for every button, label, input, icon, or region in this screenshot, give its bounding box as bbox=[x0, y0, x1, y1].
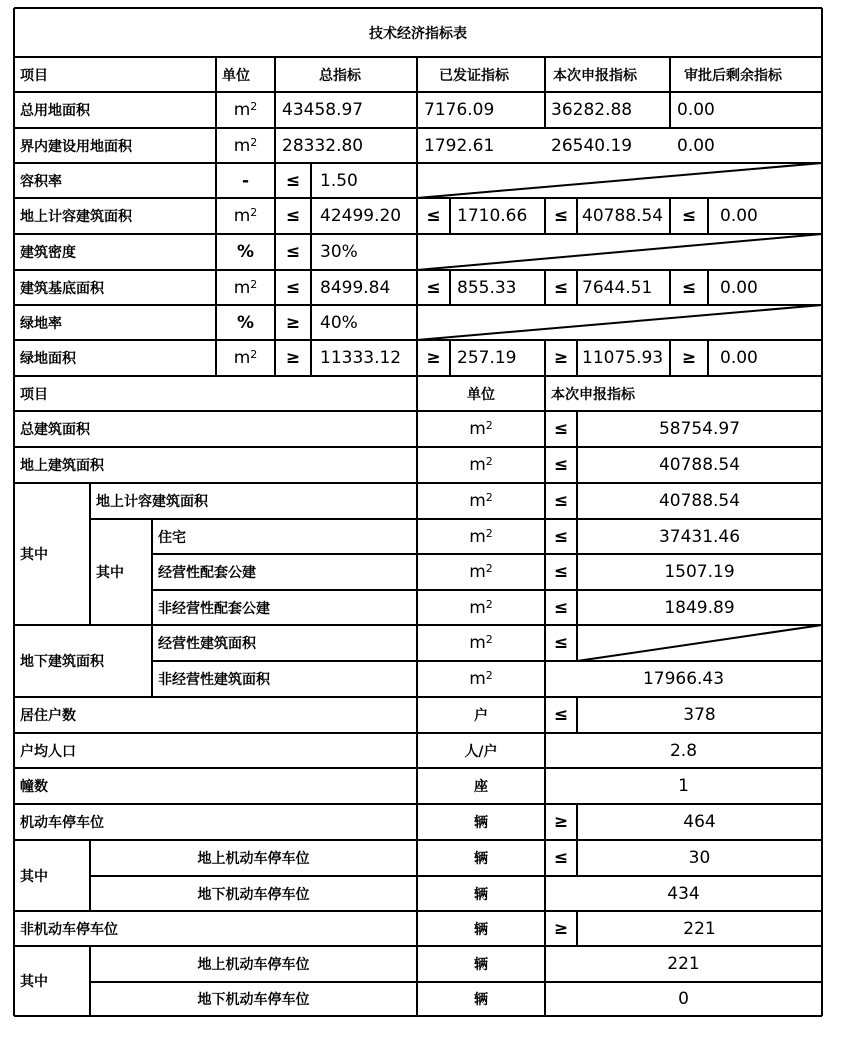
row-operator: ≤ bbox=[553, 526, 569, 547]
row-issued: 855.33 bbox=[457, 277, 517, 298]
row-total: 43458.97 bbox=[282, 100, 364, 120]
row-value: 30 bbox=[688, 848, 711, 868]
row-remain: 0.00 bbox=[720, 348, 758, 368]
row-unit: m $^2$ bbox=[469, 419, 493, 439]
header-issued: 已发证指标 bbox=[439, 67, 509, 84]
row-total: 40% bbox=[320, 312, 358, 333]
row-label: 非机动车停车位 bbox=[20, 921, 118, 938]
row-operator: ≤ bbox=[285, 242, 301, 262]
row-label: 地下机动车停车位 bbox=[197, 886, 310, 903]
row-issued: 1792.61 bbox=[424, 135, 495, 156]
row-operator: ≤ bbox=[553, 597, 569, 618]
row-total: 28332.80 bbox=[282, 135, 364, 156]
row-item: 容积率 bbox=[20, 173, 62, 190]
row-label: 住宅 bbox=[158, 529, 186, 546]
row-item: 绿地面积 bbox=[20, 351, 76, 367]
bottom-header-item: 项目 bbox=[20, 386, 48, 403]
row-total: 1.50 bbox=[320, 170, 358, 191]
row-item: 建筑基底面积 bbox=[20, 280, 104, 297]
header-total: 总指标 bbox=[319, 67, 361, 84]
row-operator: ≤ bbox=[681, 206, 697, 226]
row-operator: ≤ bbox=[426, 277, 441, 298]
row-label: 非经营性配套公建 bbox=[158, 600, 270, 617]
row-value: 40788.54 bbox=[658, 455, 741, 475]
row-total: 42499.20 bbox=[320, 206, 402, 226]
row-unit: 人/户 bbox=[464, 743, 498, 760]
row-unit: m $^2$ bbox=[469, 597, 493, 618]
group-label-qizhong: 其中 bbox=[20, 974, 48, 990]
row-operator: ≤ bbox=[553, 206, 569, 226]
row-operator: ≥ bbox=[681, 348, 697, 368]
row-label: 地上机动车停车位 bbox=[197, 851, 310, 867]
row-value: 37431.46 bbox=[658, 526, 741, 547]
row-operator: ≤ bbox=[553, 277, 569, 298]
row-label: 机动车停车位 bbox=[20, 815, 104, 831]
row-label: 地下建筑面积 bbox=[20, 654, 104, 670]
row-operator: ≥ bbox=[553, 812, 569, 832]
row-label: 地下机动车停车位 bbox=[197, 992, 310, 1008]
row-operator: ≤ bbox=[426, 206, 441, 226]
row-total: 11333.12 bbox=[320, 348, 402, 368]
row-operator: ≥ bbox=[553, 918, 569, 939]
group-label-qizhong: 其中 bbox=[20, 547, 48, 563]
row-current: 11075.93 bbox=[582, 348, 664, 368]
row-label: 经营性配套公建 bbox=[158, 565, 256, 581]
row-operator: ≤ bbox=[285, 277, 301, 298]
row-remain: 0.00 bbox=[677, 135, 715, 156]
row-label: 总建筑面积 bbox=[20, 422, 90, 438]
row-value: 464 bbox=[683, 812, 716, 832]
row-unit: m $^2$ bbox=[233, 135, 258, 156]
row-unit: 辆 bbox=[474, 992, 488, 1008]
row-value: 1 bbox=[678, 776, 689, 796]
row-label: 地上计容建筑面积 bbox=[96, 494, 208, 510]
row-operator: ≤ bbox=[285, 206, 301, 226]
header-remain: 审批后剩余指标 bbox=[684, 67, 782, 84]
row-unit: % bbox=[236, 242, 255, 262]
row-unit: 户 bbox=[474, 708, 488, 724]
row-total: 8499.84 bbox=[320, 277, 391, 298]
row-unit: m $^2$ bbox=[233, 348, 258, 368]
table-title: 技术经济指标表 bbox=[369, 25, 467, 42]
row-operator: ≥ bbox=[426, 348, 441, 368]
row-value: 0 bbox=[678, 989, 689, 1009]
row-label: 居住户数 bbox=[20, 708, 76, 724]
row-unit: m $^2$ bbox=[233, 277, 258, 298]
row-label: 经营性建筑面积 bbox=[158, 636, 256, 652]
row-item: 总用地面积 bbox=[20, 103, 90, 119]
row-label: 地上机动车停车位 bbox=[197, 957, 310, 973]
row-value: 378 bbox=[683, 705, 716, 725]
row-operator: ≤ bbox=[553, 419, 569, 439]
row-value: 1849.89 bbox=[664, 597, 735, 618]
bottom-header-value: 本次申报指标 bbox=[551, 386, 635, 403]
row-unit: m $^2$ bbox=[469, 562, 493, 582]
row-current: 40788.54 bbox=[582, 206, 664, 226]
row-operator: ≤ bbox=[285, 170, 301, 191]
header-item: 项目 bbox=[20, 67, 48, 84]
row-unit: 辆 bbox=[474, 851, 488, 867]
row-operator: ≤ bbox=[553, 455, 569, 475]
row-remain: 0.00 bbox=[677, 100, 715, 120]
row-remain: 0.00 bbox=[720, 206, 758, 226]
row-label: 非经营性建筑面积 bbox=[158, 672, 270, 688]
row-unit: 座 bbox=[474, 779, 488, 795]
row-unit: m $^2$ bbox=[469, 491, 493, 511]
row-operator: ≤ bbox=[553, 491, 569, 511]
row-unit: 辆 bbox=[474, 815, 488, 831]
subgroup-label-qizhong: 其中 bbox=[96, 565, 124, 581]
row-operator: ≤ bbox=[553, 562, 569, 582]
row-value: 58754.97 bbox=[658, 419, 741, 439]
row-unit: - bbox=[241, 170, 250, 191]
row-unit: 辆 bbox=[474, 957, 488, 973]
row-value: 2.8 bbox=[669, 740, 698, 761]
row-operator: ≤ bbox=[553, 848, 569, 868]
row-issued: 1710.66 bbox=[457, 206, 528, 226]
row-value: 434 bbox=[667, 883, 700, 904]
row-value: 40788.54 bbox=[658, 491, 741, 511]
group-label-qizhong: 其中 bbox=[20, 868, 48, 885]
row-issued: 7176.09 bbox=[424, 100, 495, 120]
row-operator: ≤ bbox=[553, 633, 569, 653]
row-unit: % bbox=[236, 312, 255, 333]
row-unit: m $^2$ bbox=[469, 526, 493, 547]
row-unit: m $^2$ bbox=[469, 455, 493, 475]
row-value: 221 bbox=[667, 954, 700, 974]
row-current: 26540.19 bbox=[551, 135, 633, 156]
row-item: 建筑密度 bbox=[20, 245, 76, 261]
bottom-header-unit: 单位 bbox=[467, 386, 495, 403]
header-unit: 单位 bbox=[222, 67, 250, 84]
row-issued: 257.19 bbox=[457, 348, 517, 368]
row-unit: 辆 bbox=[474, 921, 488, 938]
row-item: 绿地率 bbox=[20, 315, 62, 332]
row-current: 7644.51 bbox=[582, 277, 653, 298]
row-item: 界内建设用地面积 bbox=[20, 138, 132, 155]
row-value: 1507.19 bbox=[664, 562, 735, 582]
row-item: 地上计容建筑面积 bbox=[20, 209, 132, 225]
row-operator: ≤ bbox=[681, 277, 697, 298]
row-operator: ≤ bbox=[553, 705, 569, 725]
row-unit: m $^2$ bbox=[469, 669, 493, 689]
row-remain: 0.00 bbox=[720, 277, 758, 298]
row-unit: m $^2$ bbox=[233, 100, 258, 120]
row-label: 户均人口 bbox=[20, 743, 76, 760]
row-operator: ≥ bbox=[285, 348, 301, 368]
row-unit: m $^2$ bbox=[233, 206, 258, 226]
row-unit: m $^2$ bbox=[469, 633, 493, 653]
row-value: 17966.43 bbox=[642, 669, 725, 689]
row-label: 地上建筑面积 bbox=[20, 458, 104, 474]
row-total: 30% bbox=[320, 242, 358, 262]
header-current: 本次申报指标 bbox=[553, 67, 637, 84]
row-current: 36282.88 bbox=[551, 100, 633, 120]
row-value: 221 bbox=[683, 918, 716, 939]
row-unit: 辆 bbox=[474, 886, 488, 903]
row-label: 幢数 bbox=[20, 779, 48, 795]
row-operator: ≥ bbox=[553, 348, 569, 368]
row-operator: ≥ bbox=[285, 312, 301, 333]
